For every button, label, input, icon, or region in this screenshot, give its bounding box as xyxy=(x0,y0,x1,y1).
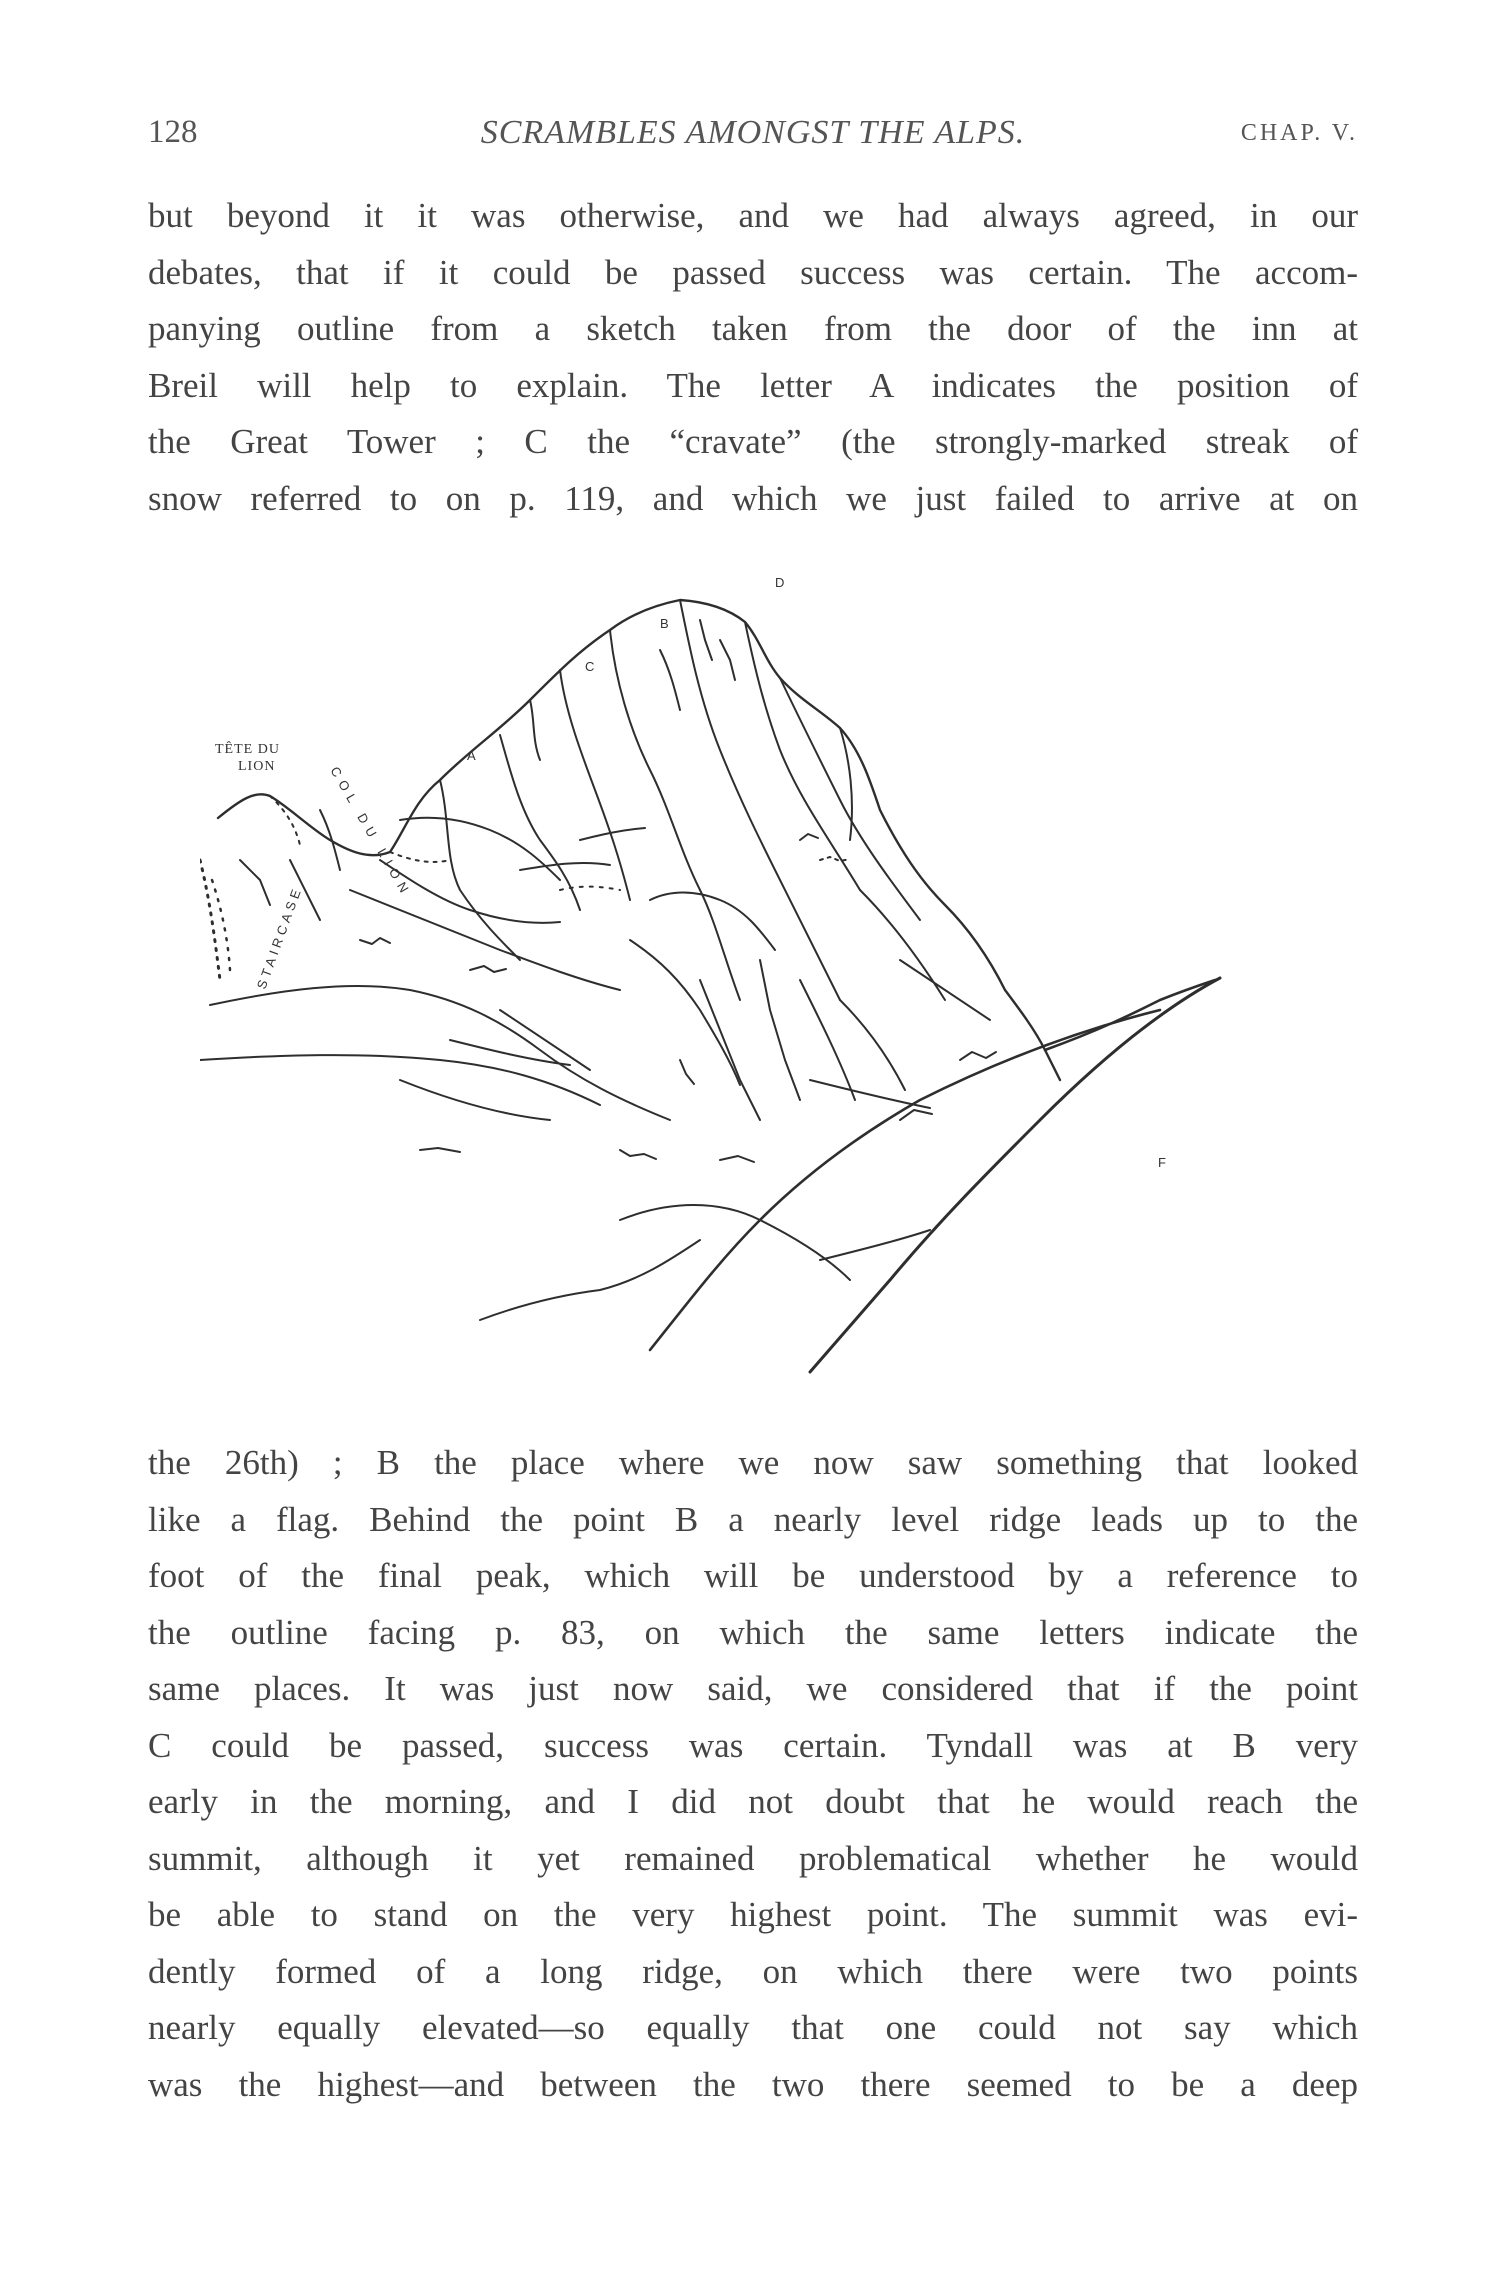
text-line: debates, that if it could be passed success was certain. The accom- xyxy=(148,252,1358,292)
text-line: but beyond it it was otherwise, and we had always agreed, in our xyxy=(148,196,1358,235)
label-d: D xyxy=(775,575,785,590)
figure-labels xyxy=(200,560,1340,1390)
paragraph-bottom xyxy=(148,1435,1358,2113)
label-a: A xyxy=(467,748,476,763)
text-line: the outline facing p. 83, on which the same letters indicate the xyxy=(148,1612,1358,1652)
text-line: dently formed of a long ridge, on which there were two points xyxy=(148,1951,1358,1991)
label-tete-du-lion-2: LION xyxy=(238,759,276,774)
label-staircase: STAIRCASE xyxy=(253,883,306,992)
text-line: the Great Tower ; C the “cravate” (the strongly-marked streak of xyxy=(148,422,1358,461)
page-number: 128 xyxy=(148,114,198,150)
text-line: snow referred to on p. 119, and which we just failed to arrive at on xyxy=(148,478,1358,518)
text-line: be able to stand on the very highest point. The summit was evi- xyxy=(148,1895,1358,1934)
label-tete-du-lion-1: TÊTE DU xyxy=(215,742,280,757)
label-b: B xyxy=(660,616,669,631)
chapter-label: CHAP. V. xyxy=(1240,120,1358,146)
text-line: was the highest—and between the two there seemed to be a deep xyxy=(148,2064,1358,2104)
running-header xyxy=(148,108,1358,168)
text-line: panying outline from a sketch taken from the door of the inn at xyxy=(148,309,1358,348)
text-line: foot of the final peak, which will be understood by a reference to xyxy=(148,1556,1358,1595)
label-c: C xyxy=(585,659,595,674)
label-f: F xyxy=(1158,1155,1166,1170)
text-line: like a flag. Behind the point B a nearly level ridge leads up to the xyxy=(148,1499,1358,1539)
text-line: Breil will help to explain. The letter A indicates the position of xyxy=(148,365,1358,405)
matterhorn-outline-figure xyxy=(200,560,1340,1390)
text-line: the 26th) ; B the place where we now saw something that looked xyxy=(148,1443,1358,1482)
paragraph-top xyxy=(148,188,1358,527)
text-line: nearly equally elevated—so equally that one could not say which xyxy=(148,2008,1358,2047)
running-title: SCRAMBLES AMONGST THE ALPS. xyxy=(480,114,1026,151)
text-line: C could be passed, success was certain. Tyndall was at B very xyxy=(148,1725,1358,1765)
text-line: summit, although it yet remained problematical whether he would xyxy=(148,1838,1358,1878)
text-line: early in the morning, and I did not doubt that he would reach the xyxy=(148,1782,1358,1821)
label-col-du-lion: COL DU LION xyxy=(327,764,415,901)
text-line: same places. It was just now said, we considered that if the point xyxy=(148,1669,1358,1708)
